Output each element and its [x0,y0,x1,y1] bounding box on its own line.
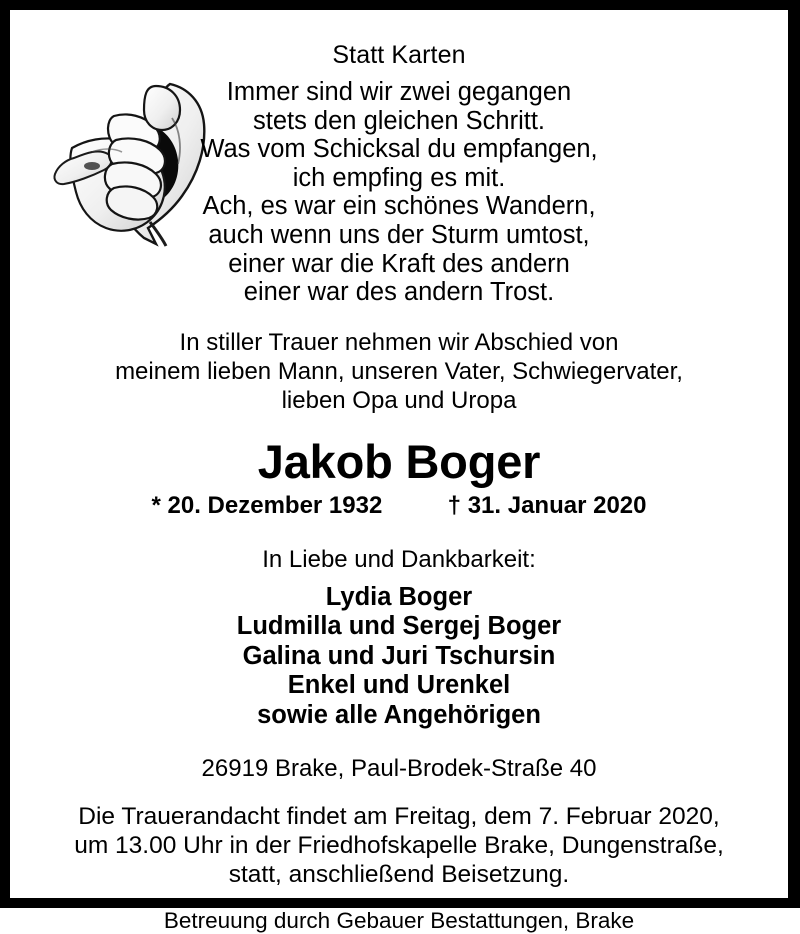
poem-line: Ach, es war ein schönes Wandern, [202,192,596,221]
life-dates [10,492,788,520]
survivors-list [10,583,788,731]
survivor-line: Lydia Boger [325,582,473,611]
instead-of-cards-label: Statt Karten [332,41,466,69]
poem-line: einer war die Kraft des andern [228,249,570,278]
service-details-line: statt, anschließend Beisetzung. [228,861,570,889]
poem-line: einer war des andern Trost. [243,278,555,307]
mourning-intro [10,328,788,415]
service-details [10,802,788,889]
poem-line: Was vom Schicksal du empfangen, [200,135,598,164]
poem-line: stets den gleichen Schritt. [253,106,545,135]
birth-date: 20. Dezember 1932 [167,491,383,519]
deceased-name: Jakob Boger [257,434,541,488]
poem-line: auch wenn uns der Sturm umtost, [208,220,590,249]
birth-star-icon: * [151,491,161,519]
service-details-line: Die Trauerandacht findet am Freitag, dem 7. Februar 2020, [78,803,720,831]
mourning-intro-line: lieben Opa und Uropa [281,386,517,414]
mourning-intro-line: In stiller Trauer nehmen wir Abschied von [179,328,619,356]
death-date: 31. Januar 2020 [467,491,647,519]
funeral-home-credit: Betreuung durch Gebauer Bestattungen, Brake [163,908,635,934]
obituary-body [10,10,788,934]
service-details-line: um 13.00 Uhr in der Friedhofskapelle Brake, Dungenstraße, [74,832,724,860]
survivor-line: Galina und Juri Tschursin [242,641,556,670]
survivor-line: sowie alle Angehörigen [257,700,541,729]
survivor-line: Enkel und Urenkel [287,671,511,700]
mourning-intro-line: meinem lieben Mann, unseren Vater, Schwiegervater, [115,357,683,385]
poem-line: ich empfing es mit. [292,163,506,192]
notice-text-column [10,10,788,934]
survivor-line: Ludmilla und Sergej Boger [236,612,562,641]
poem-line: Immer sind wir zwei gegangen [226,78,572,106]
address: 26919 Brake, Paul-Brodek-Straße 40 [201,755,597,783]
death-cross-icon: † [447,491,462,519]
gratitude-label: In Liebe und Dankbarkeit: [262,545,536,573]
memorial-poem [10,78,788,307]
